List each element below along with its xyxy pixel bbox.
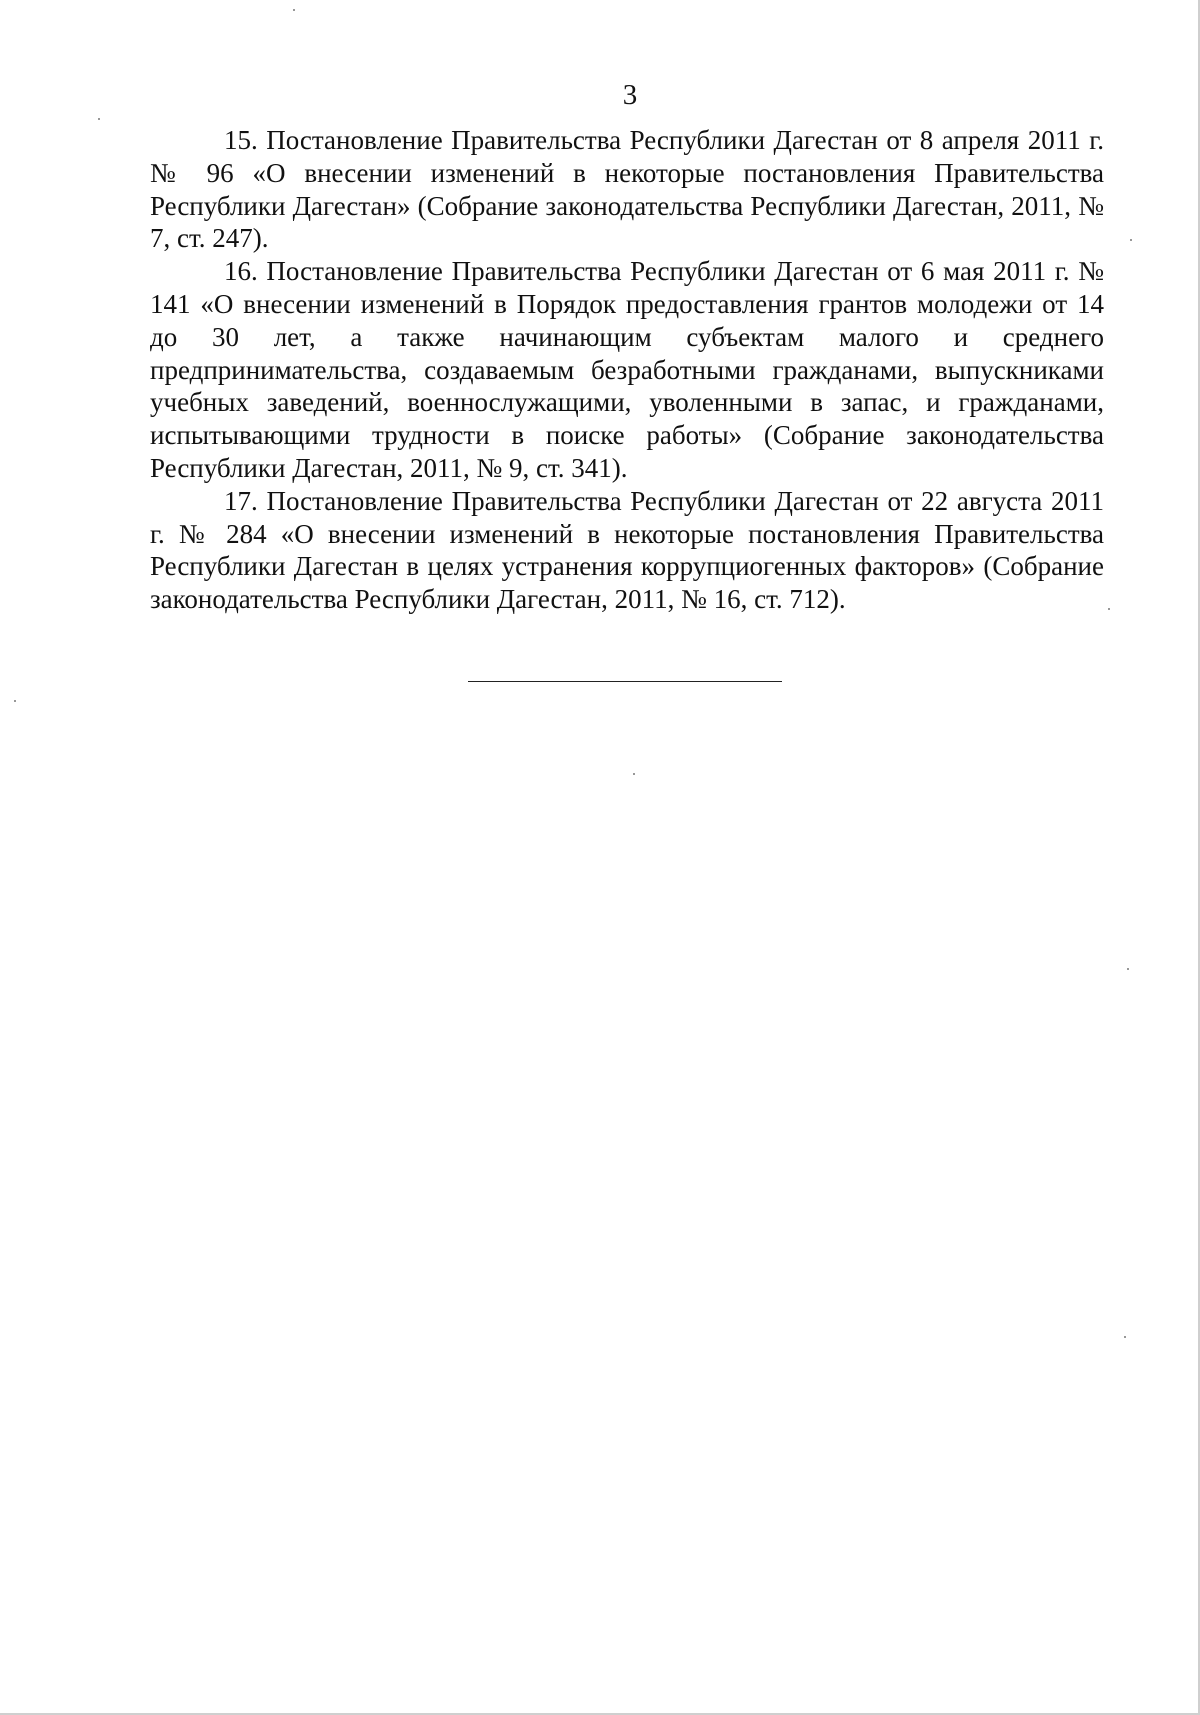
scan-speck — [14, 700, 16, 702]
scan-speck — [98, 118, 100, 120]
scan-speck — [1108, 608, 1110, 610]
scan-speck — [1130, 239, 1132, 241]
scan-speck — [1124, 1336, 1126, 1338]
document-body — [150, 124, 1104, 616]
list-item: 16. Постановление Правительства Республики Дагестан от 6 мая 2011 г. № 141 «О внесении изменений в Порядок предоставления грантов молодежи от 14 до 30 лет, а также начинающим субъектам малого и среднего предпринимательства, создаваемым безработными гражданами, выпускниками учебных заведений, военнослужащими, уволенными в запас, и гражданами, испытывающими трудности в поиске работы» (Собрание законодательства Республики Дагестан, 2011, № 9, ст. 341). — [150, 256, 1104, 483]
scan-speck — [633, 773, 635, 775]
scan-speck — [293, 9, 295, 11]
list-item: 15. Постановление Правительства Республики Дагестан от 8 апреля 2011 г. № 96 «О внесении изменений в некоторые постановления Правительства Республики Дагестан» (Собрание законодательства Республики Дагестан, 2011, № 7, ст. 247). — [150, 125, 1104, 254]
list-item: 17. Постановление Правительства Республики Дагестан от 22 августа 2011 г. № 284 «О внесении изменений в некоторые постановления Правительства Республики Дагестан в целях устранения коррупциогенных факторов» (Собрание законодательства Республики Дагестан, 2011, № 16, ст. 712). — [150, 485, 1104, 615]
scan-speck — [1127, 968, 1129, 970]
end-divider — [468, 681, 782, 682]
page-number: 3 — [622, 79, 638, 111]
